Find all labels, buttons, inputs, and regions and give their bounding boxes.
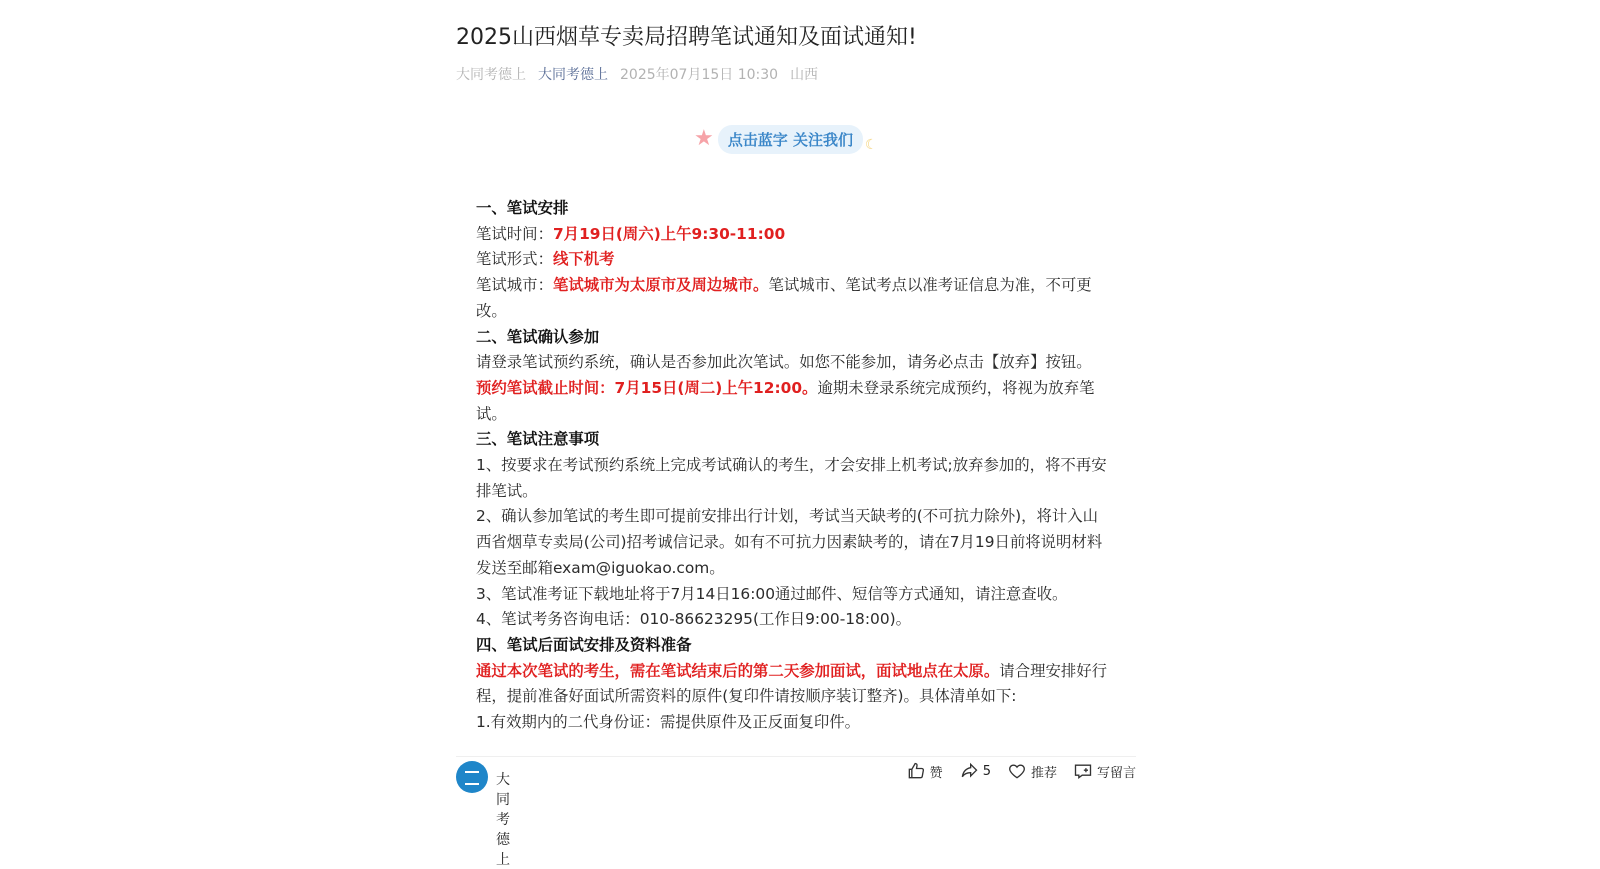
thumbs-up-icon [906,761,926,781]
recommend-button[interactable] [1007,761,1057,781]
bottom-bar [456,756,1136,868]
text: 笔试城市、笔试考点以准考证信息为准，不可更改。 [476,276,1092,320]
list-item: 4、笔试考务咨询电话：010-86623295(工作日9:00-18:00)。 [476,610,912,629]
list-item: 1.有效期内的二代身份证：需提供原件及正反面复印件。 [476,713,861,732]
account-name[interactable]: 大同考德上 [496,772,510,868]
section-heading: 一、笔试安排 [476,199,569,217]
list-item: 1、按要求在考试预约系统上完成考试确认的考生，才会安排上机考试;放弃参加的，将不再安排笔试。 [476,456,1107,500]
text: 逾期未登录系统完成预约，将视为放弃笔试。 [476,378,1095,423]
like-label: 赞 [929,765,943,781]
highlight: 线下机考 [552,250,615,269]
paragraph [476,222,1112,248]
highlight: 通过本次笔试的考生，需在笔试结束后的第二天参加面试，面试地点在太原。 [476,661,1000,680]
text: 请合理安排好行程，提前准备好面试所需资料的原件(复印件请按顺序装订整齐)。具体清单如下: [476,661,1108,706]
meta-datetime: 2025年07月15日 10:30 [620,67,779,83]
paragraph [476,376,1112,427]
section-heading: 四、笔试后面试安排及资料准备 [476,635,692,654]
highlight: 预约笔试截止时间：7月15日(周二)上午12:00。 [476,378,818,397]
like-button[interactable] [906,761,943,781]
follow-banner-text[interactable]: 点击蓝字 关注我们 [718,125,863,154]
comment-label: 写留言 [1096,765,1136,781]
article-meta [456,64,818,84]
section-heading: 三、笔试注意事项 [476,430,600,449]
article-content [476,196,1112,736]
paragraph [476,247,1112,273]
moon-icon: ☾ [864,137,878,153]
share-icon [959,761,979,781]
list-item: 2、确认参加笔试的考生即可提前安排出行计划，考试当天缺考的(不可抗力除外)，将计入山西省烟草专卖局(公司)招考诚信记录。如有不可抗力因素缺考的，请在7月19日前将说明材料发送至邮箱exam@iguokao.com。 [476,507,1103,577]
paragraph: 请登录笔试预约系统，确认是否参加此次笔试。如您不能参加，请务必点击【放弃】按钮。 [476,353,1092,372]
action-bar [906,761,1136,781]
label: 笔试形式： [476,250,553,269]
comment-icon [1073,761,1093,781]
section-heading: 二、笔试确认参加 [476,327,600,346]
label: 笔试城市： [476,276,553,295]
highlight: 7月19日(周六)上午9:30-11:00 [552,224,786,243]
highlight: 笔试城市为太原市及周边城市。 [552,276,769,295]
comment-button[interactable] [1073,761,1136,781]
heart-icon [1007,761,1027,781]
avatar[interactable] [456,761,488,793]
paragraph [476,273,1112,324]
list-item: 3、笔试准考证下载地址将于7月14日16:00通过邮件、短信等方式通知，请注意查收。 [476,584,1068,603]
meta-author-link[interactable]: 大同考德上 [538,67,608,83]
article-title: 2025山西烟草专卖局招聘笔试通知及面试通知! [456,25,917,50]
meta-location: 山西 [790,67,819,83]
label: 笔试时间： [476,224,553,243]
follow-banner [694,124,878,154]
recommend-label: 推荐 [1030,765,1057,781]
share-button[interactable] [959,761,991,781]
share-count: 5 [982,763,991,779]
star-icon: ★ [694,126,714,151]
paragraph [476,659,1112,710]
meta-source: 大同考德上 [456,67,526,83]
